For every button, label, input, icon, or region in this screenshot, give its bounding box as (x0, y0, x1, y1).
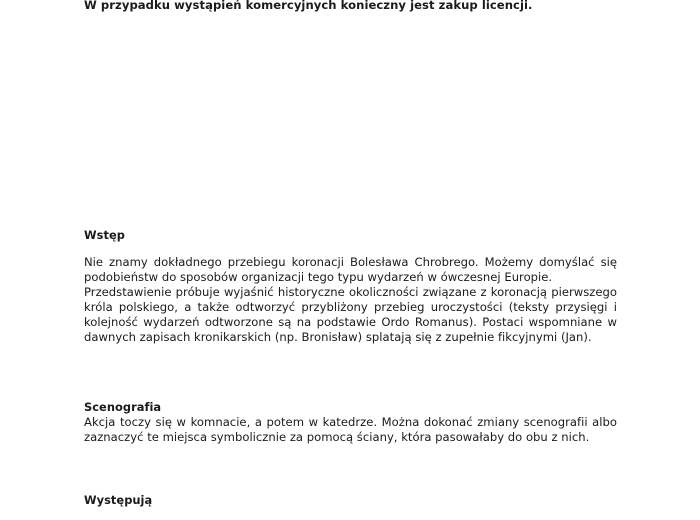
paragraph: Akcja toczy się w komnacie, a potem w katedrze. Można dokonać zmiany scenografii albo zaznaczyć te miejsca symbolicznie za pomocą ściany, która pasowałaby do obu z nich. (84, 415, 617, 444)
section-heading-scenografia: Scenografia (84, 400, 162, 414)
blank-illustration-area (84, 18, 617, 218)
section-body-wstep (84, 255, 617, 345)
section-heading-wystepuja: Występują (84, 493, 153, 507)
section-heading-wstep: Wstęp (84, 228, 125, 242)
paragraph: Przedstawienie próbuje wyjaśnić historyczne okoliczności związane z koronacją pierwszego króla polskiego, a także odtworzyć przybliżony przebieg uroczystości (teksty przysięgi i kolejność wydarzeń odtworzone są na podstawie Ordo Romanus). Postaci wspomniane w dawnych zapisach kronikarskich (np. Bronisław) splatają się z zupełnie fikcyjnymi (Jan). (84, 285, 617, 344)
section-body-scenografia (84, 415, 617, 445)
paragraph: Nie znamy dokładnego przebiegu koronacji Bolesława Chrobrego. Możemy domyślać się podobieństw do sposobów organizacji tego typu wydarzeń w ówczesnej Europie. (84, 255, 617, 284)
license-notice: W przypadku wystąpień komercyjnych konieczny jest zakup licencji. (84, 0, 533, 12)
